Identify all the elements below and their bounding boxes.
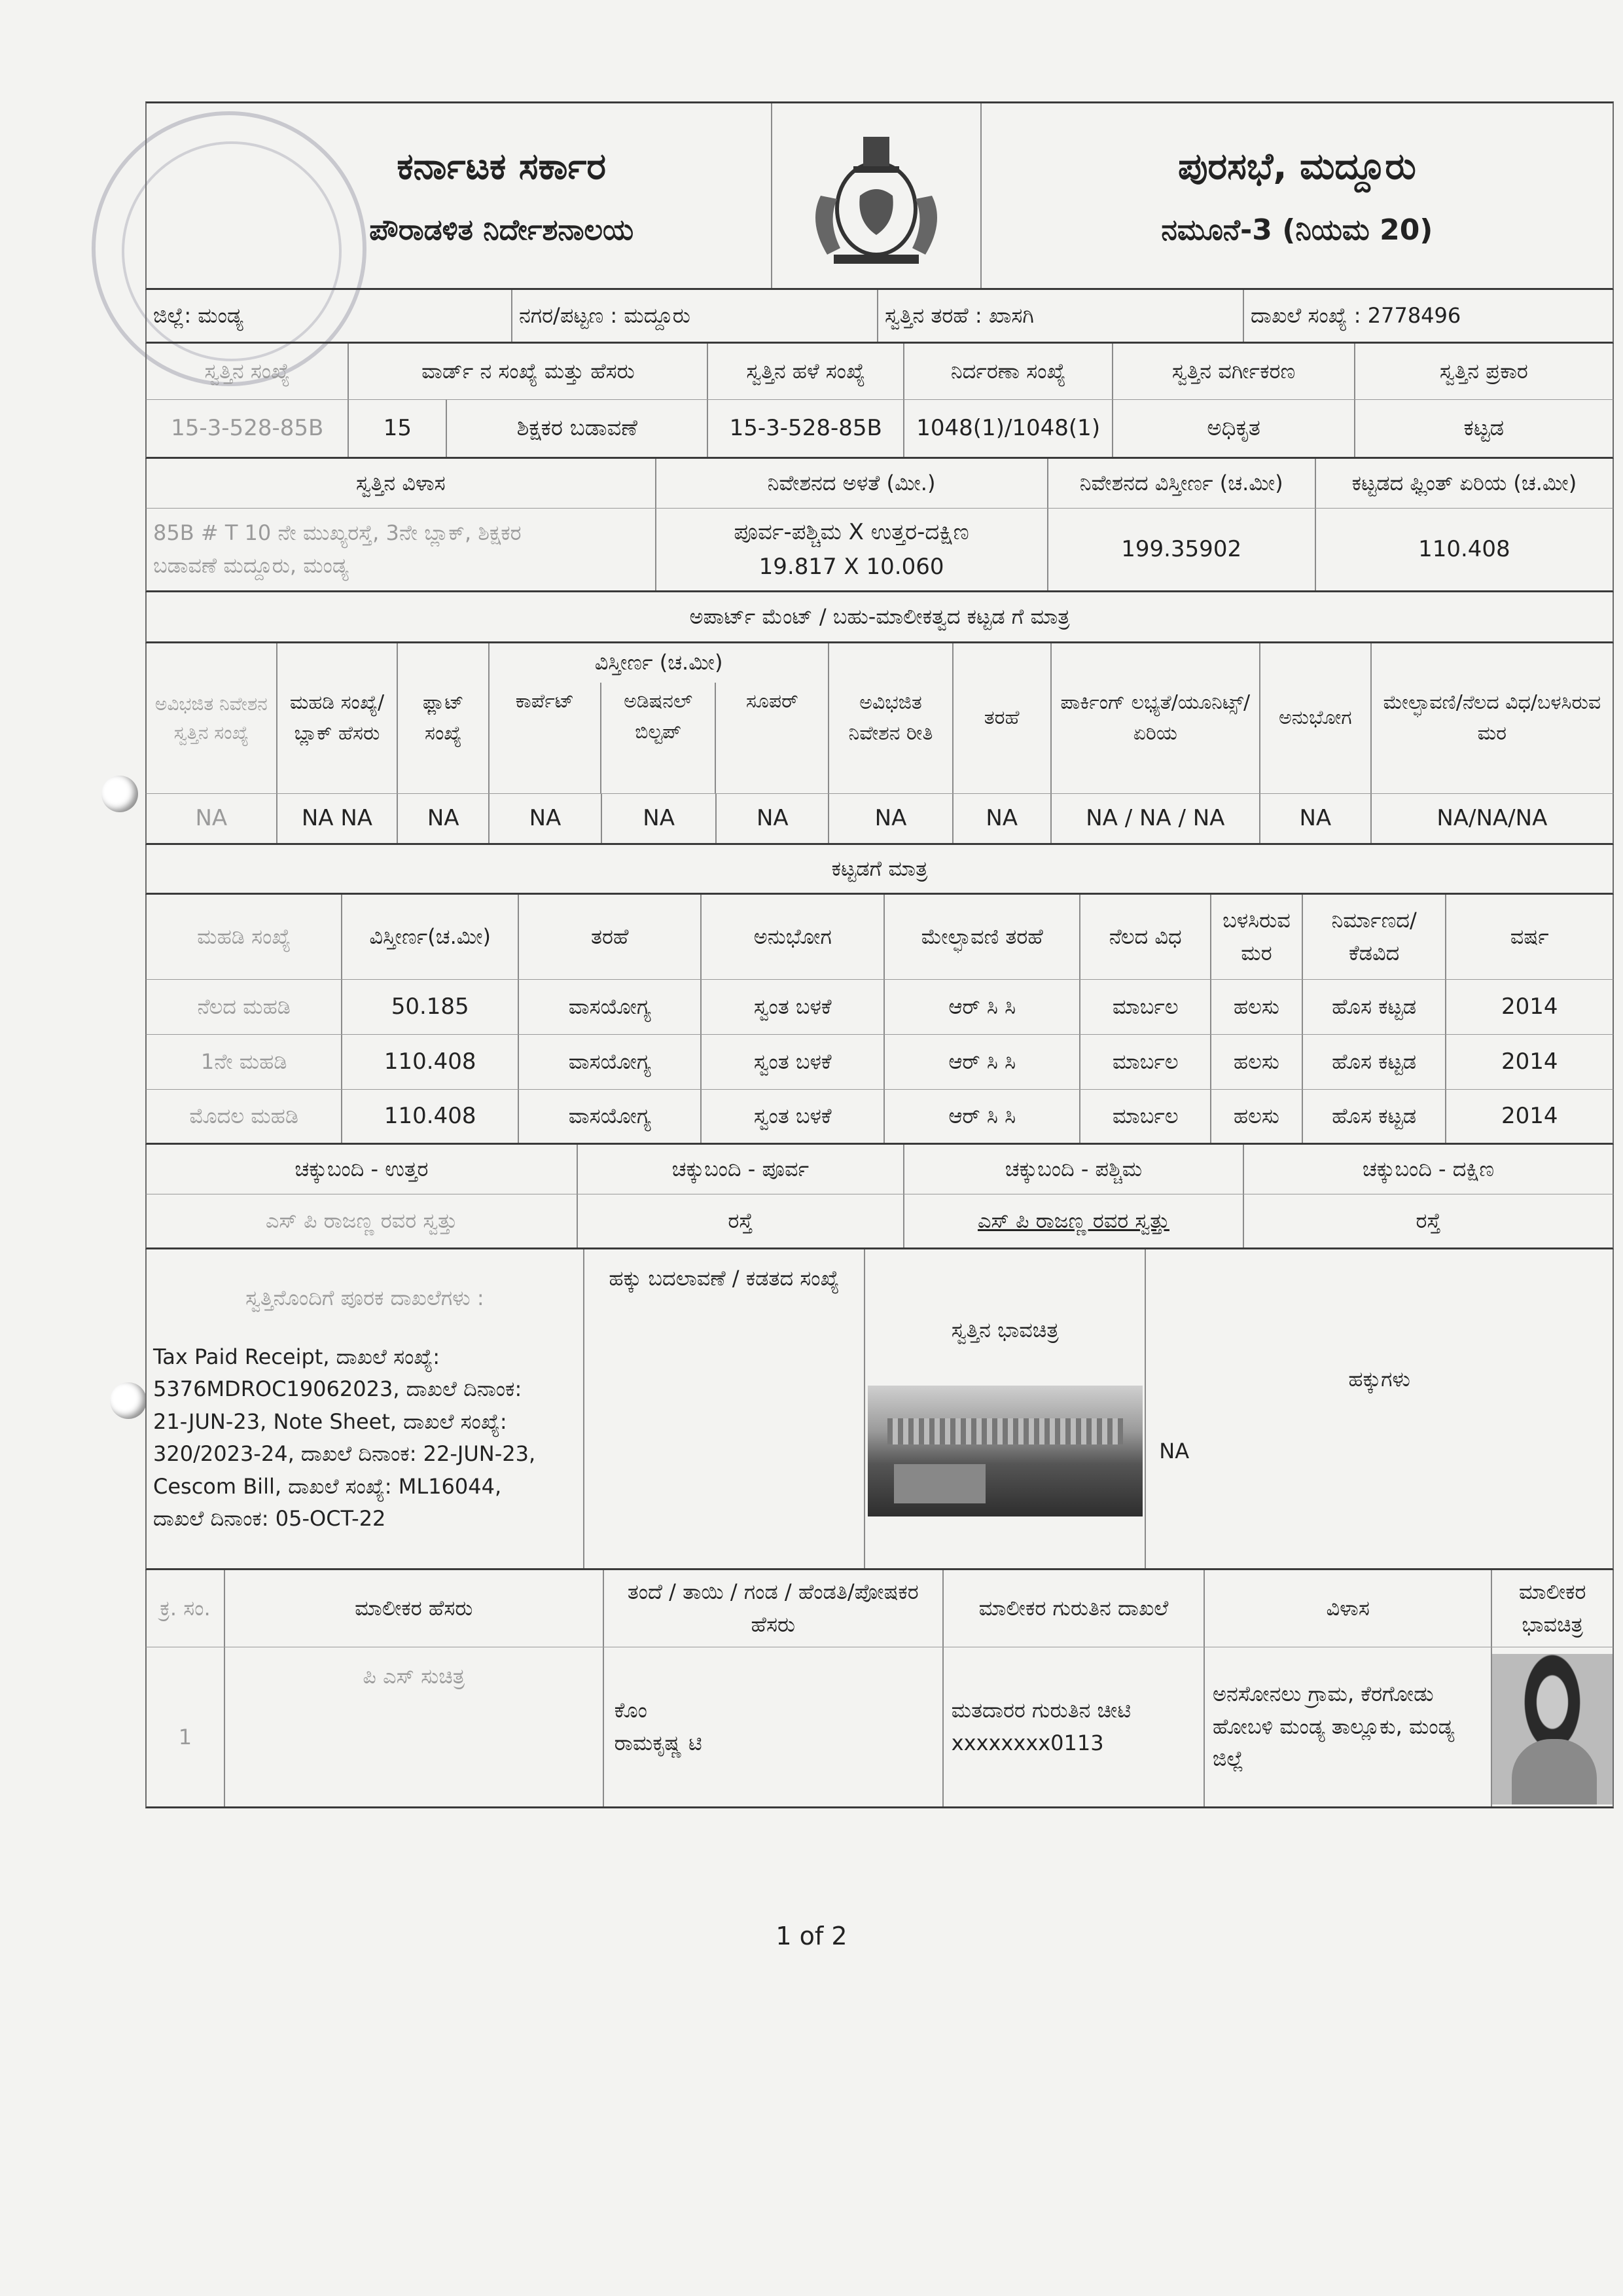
owner-name: ಪಿ ಎಸ್ ಸುಚಿತ್ರ [225, 1647, 604, 1806]
boundary-header-row [145, 1145, 1614, 1194]
property-certificate [145, 101, 1614, 1808]
apartment-value: NA [829, 794, 954, 843]
roof-floor-wood-header: ಮೇಲ್ಛಾವಣಿ/ನೆಲದ ವಿಧ/ಬಳಸಿರುವ ಮರ [1383, 691, 1601, 745]
site-area: 199.35902 [1048, 509, 1316, 590]
year-header: ವರ್ಷ [1510, 924, 1549, 949]
boundary-value-row [145, 1194, 1614, 1249]
floor-area: 110.408 [342, 1090, 519, 1143]
old-number: 15-3-528-85B [708, 400, 904, 457]
plinth-area-header: ಕಟ್ಟಡದ ಫ್ಲಿಂತ್ ಏರಿಯ (ಚ.ಮೀ) [1351, 470, 1577, 495]
floor-kind: ಮಾರ್ಬಲ [1080, 980, 1211, 1034]
classification-header: ಸ್ವತ್ತಿನ ವರ್ಗೀಕರಣ [1113, 344, 1355, 399]
district: ಜಿಲ್ಲೆ: ಮಂಡ್ಯ [147, 290, 512, 342]
floor-name: ಮೊದಲ ಮಹಡಿ [147, 1090, 342, 1143]
owner-address-header: ವಿಳಾಸ [1205, 1570, 1492, 1647]
floor-kind-header: ನೆಲದ ವಿಧ [1080, 895, 1211, 979]
wood-used-header: ಬಳಸಿರುವ ಮರ [1211, 895, 1303, 979]
document-line: Tax Paid Receipt, ದಾಖಲೆ ಸಂಖ್ಯೆ: [153, 1344, 440, 1369]
owner-photo [1492, 1654, 1613, 1804]
apartment-value: NA [147, 794, 277, 843]
area-group-label: ವಿಸ್ತೀರ್ಣ (ಚ.ಮೀ) [594, 650, 723, 675]
boundary-south: ರಸ್ತೆ [1416, 1208, 1441, 1233]
municipality-title: ಪುರಸಭೆ, ಮದ್ದೂರು [1177, 145, 1416, 188]
floor-number-header: ಮಹಡಿ ಸಂಖ್ಯೆ [147, 895, 342, 979]
address-header-row [145, 459, 1614, 509]
property-photo [868, 1386, 1143, 1516]
floor-kind: ಮಾರ್ಬಲ [1080, 1090, 1211, 1143]
super-header: ಸೂಪರ್ [745, 690, 798, 713]
page-number: 1 of 2 [776, 1922, 847, 1950]
supporting-documents [147, 1249, 584, 1568]
document-line: Cescom Bill, ದಾಖಲೆ ಸಂಖ್ಯೆ: ML16044, [153, 1473, 502, 1499]
owner-address-line: ಅನಸೋನಲು ಗ್ರಾಮ, ಕೆರಗೋಡು [1212, 1681, 1434, 1707]
building-section-title: ಕಟ್ಟಡಗೆ ಮಾತ್ರ [831, 855, 928, 881]
floor-usage: ಸ್ವಂತ ಬಳಕೆ [702, 1090, 885, 1143]
owner-id [944, 1647, 1205, 1806]
directorate-title: ಪೌರಾಡಳಿತ ನಿರ್ದೇಶನಾಲಯ [369, 213, 634, 247]
carpet-header: ಕಾರ್ಪೆಟ್ [490, 683, 601, 793]
floor-area: 110.408 [342, 1035, 519, 1089]
site-area-header: ನಿವೇಶನದ ವಿಸ್ತೀರ್ಣ (ಚ.ಮೀ) [1048, 459, 1316, 508]
boundary-south-header: ಚಕ್ಕುಬಂದಿ - ದಕ್ಷಿಣ [1362, 1156, 1495, 1181]
floor-block-header: ಮಹಡಿ ಸಂಖ್ಯೆ/ಬ್ಲಾಕ್ ಹೆಸರು [277, 643, 399, 793]
undivided-method-header: ಅವಿಭಜಿತ ನಿವೇಶನ ರೀತಿ [829, 643, 954, 793]
boundary-east: ರಸ್ತೆ [578, 1194, 904, 1247]
owner-id-number: xxxxxxxx0113 [951, 1730, 1104, 1755]
owner-photo-cell [1492, 1647, 1613, 1806]
dimension-label: ಪೂರ್ವ-ಪಶ್ಚಿಮ X ಉತ್ತರ-ದಕ್ಷಿಣ [734, 518, 969, 545]
roof-type: ಆರ್ ಸಿ ಸಿ [885, 1090, 1080, 1143]
rights-header: ಹಕ್ಕುಗಳು [1348, 1366, 1410, 1391]
state-emblem-icon [794, 117, 958, 274]
document-line: 320/2023-24, ದಾಖಲೆ ದಿನಾಂಕ: 22-JUN-23, [153, 1441, 536, 1467]
address-line: ಬಡಾವಣೆ ಮದ್ದೂರು, ಮಂಡ್ಯ [153, 552, 349, 578]
owner-photo-header: ಮಾಲೀಕರ ಭಾವಚಿತ್ರ [1518, 1579, 1586, 1637]
relation-name: ರಾಮಕೃಷ್ಣ ಟಿ [614, 1730, 702, 1755]
old-number-header: ಸ್ವತ್ತಿನ ಹಳೆ ಸಂಖ್ಯೆ [708, 344, 904, 399]
ward-name: ಶಿಕ್ಷಕರ ಬಡಾವಣೆ [447, 400, 708, 457]
roof-type: ಆರ್ ಸಿ ಸಿ [885, 980, 1080, 1034]
town: ನಗರ/ಪಟ್ಟಣ : ಮದ್ದೂರು [512, 290, 878, 342]
property-photo-cell [865, 1249, 1146, 1568]
rights-value: NA [1159, 1438, 1190, 1463]
parking-header: ಪಾರ್ಕಿಂಗ್ ಲಭ್ಯತೆ/ಯೂನಿಟ್ಸ್/ಏರಿಯ [1052, 643, 1260, 793]
apartment-value: NA NA [277, 794, 399, 843]
document-line: ದಾಖಲೆ ದಿನಾಂಕ: 05-OCT-22 [153, 1506, 386, 1532]
construction-status: ಹೊಸ ಕಟ್ಟಡ [1303, 1090, 1447, 1143]
table-row [145, 1035, 1614, 1090]
classification: ಅಧಿಕೃತ [1113, 400, 1355, 457]
government-title: ಕರ್ನಾಟಕ ಸರ್ಕಾರ [397, 145, 607, 188]
boundary-west-header: ಚಕ್ಕುಬಂದಿ - ಪಶ್ಚಿಮ [904, 1145, 1244, 1194]
construction-status: ಹೊಸ ಕಟ್ಟಡ [1303, 980, 1447, 1034]
boundary-north: ಎಸ್ ಪಿ ರಾಜಣ್ಣ ರವರ ಸ್ವತ್ತು [147, 1194, 578, 1247]
relation-header: ತಂದೆ / ತಾಯಿ / ಗಂಡ / ಹೆಂಡತಿ/ಪೋಷಕರ ಹೆಸರು [604, 1570, 944, 1647]
apartment-value: NA [954, 794, 1052, 843]
boundary-north-header: ಚಕ್ಕುಬಂದಿ - ಉತ್ತರ [147, 1145, 578, 1194]
boundary-west: ಎಸ್ ಪಿ ರಾಜಣ್ಣ ರವರ ಸ್ವತ್ತು [904, 1194, 1244, 1247]
building-header-row [145, 895, 1614, 980]
area-header: ವಿಸ್ತೀರ್ಣ(ಚ.ಮೀ) [342, 895, 519, 979]
property-value-row [145, 400, 1614, 459]
emblem-cell [772, 103, 981, 288]
construction-status: ಹೊಸ ಕಟ್ಟಡ [1303, 1035, 1447, 1089]
additional-builtup-header: ಅಡಿಷನಲ್ ಬಿಲ್ಟಪ್ [601, 683, 717, 793]
apartment-value: NA [717, 794, 829, 843]
building-rows [145, 980, 1614, 1145]
apartment-value-row [145, 794, 1614, 845]
assessment-number: 1048(1)/1048(1) [904, 400, 1113, 457]
owner-serial: 1 [147, 1647, 225, 1806]
floor-type: ವಾಸಯೋಗ್ಯ [519, 980, 702, 1034]
table-row [145, 1090, 1614, 1145]
property-kind-header: ಸ್ವತ್ತಿನ ಪ್ರಕಾರ [1439, 358, 1528, 384]
apartment-value: NA / NA / NA [1052, 794, 1260, 843]
owner-row [145, 1647, 1614, 1808]
owner-header-row [145, 1570, 1614, 1647]
owner-address [1205, 1647, 1492, 1806]
apartment-section-title-row [145, 592, 1614, 643]
boundary-east-header: ಚಕ್ಕುಬಂದಿ - ಪೂರ್ವ [578, 1145, 904, 1194]
floor-name: ನೆಲದ ಮಹಡಿ [147, 980, 342, 1034]
floor-usage: ಸ್ವಂತ ಬಳಕೆ [702, 1035, 885, 1089]
plinth-area: 110.408 [1418, 536, 1510, 563]
property-header-row [145, 344, 1614, 400]
address-header: ಸ್ವತ್ತಿನ ವಿಳಾಸ [147, 459, 656, 508]
owner-relation [604, 1647, 944, 1806]
document-header [145, 101, 1614, 290]
wood-used: ಹಲಸು [1211, 1090, 1303, 1143]
assessment-number-header: ನಿರ್ದರಣಾ ಸಂಖ್ಯೆ [904, 344, 1113, 399]
undivided-property-number-header: ಅವಿಭಜಿತ ನಿವೇಶನ ಸ್ವತ್ತಿನ ಸಂಖ್ಯೆ [147, 643, 277, 793]
owner-address-line: ಜಿಲ್ಲೆ [1212, 1746, 1244, 1772]
government-block [147, 103, 772, 288]
apartment-value: NA [602, 794, 717, 843]
floor-type: ವಾಸಯೋಗ್ಯ [519, 1035, 702, 1089]
info-row [145, 290, 1614, 344]
record-number: ದಾಖಲೆ ಸಂಖ್ಯೆ : 2778496 [1251, 302, 1461, 328]
roof-type: ಆರ್ ಸಿ ಸಿ [885, 1035, 1080, 1089]
document-line: 21-JUN-23, Note Sheet, ದಾಖಲೆ ಸಂಖ್ಯೆ: [153, 1408, 507, 1434]
mutation-file-number-header: ಹಕ್ಕು ಬದಲಾವಣೆ / ಕಡತದ ಸಂಖ್ಯೆ [584, 1249, 865, 1568]
address-line: 85B # T 10 ನೇ ಮುಖ್ಯರಸ್ತೆ, 3ನೇ ಬ್ಲಾಕ್, ಶಿಕ್ಷಕರ [153, 520, 522, 545]
floor-area: 50.185 [342, 980, 519, 1034]
site-dimensions [656, 509, 1048, 590]
year: 2014 [1501, 1103, 1558, 1130]
roof-type-header: ಮೇಲ್ಛಾವಣಿ ತರಹೆ [885, 895, 1080, 979]
year: 2014 [1501, 1049, 1558, 1075]
property-photo-header: ಸ್ವತ್ತಿನ ಭಾವಚಿತ್ರ [951, 1317, 1059, 1342]
form-number: ನಮೂನೆ-3 (ನಿಯಮ 20) [1161, 213, 1433, 247]
property-kind: ಕಟ್ಟಡ [1463, 415, 1505, 442]
type-header: ತರಹೆ [519, 895, 702, 979]
construction-header: ನಿರ್ಮಾಣದ/ ಕೆಡವಿದ [1303, 895, 1447, 979]
document-line: 5376MDROC19062023, ದಾಖಲೆ ದಿನಾಂಕ: [153, 1376, 522, 1402]
property-number: 15-3-528-85B [147, 400, 349, 457]
owner-id-type: ಮತದಾರರ ಗುರುತಿನ ಚೀಟಿ [951, 1697, 1132, 1723]
owner-id-header: ಮಾಲೀಕರ ಗುರುತಿನ ದಾಖಲೆ [944, 1570, 1205, 1647]
wood-used: ಹಲಸು [1211, 980, 1303, 1034]
building-section-title-row [145, 845, 1614, 895]
year: 2014 [1501, 994, 1558, 1020]
documents-row [145, 1249, 1614, 1570]
punch-hole [110, 1382, 147, 1419]
punch-hole [101, 776, 138, 812]
ward-number: 15 [349, 400, 447, 457]
supporting-documents-header: ಸ್ವತ್ತಿನೊಂದಿಗೆ ಪೂರಕ ದಾಖಲೆಗಳು : [245, 1285, 484, 1310]
area-group [490, 643, 829, 793]
floor-usage: ಸ್ವಂತ ಬಳಕೆ [702, 980, 885, 1034]
municipality-block [982, 103, 1613, 288]
floor-type: ವಾಸಯೋಗ್ಯ [519, 1090, 702, 1143]
usage-header: ಅನುಭೋಗ [702, 895, 885, 979]
apartment-section-title: ಅಪಾರ್ಟ್ ಮೆಂಟ್ / ಬಹು-ಮಾಲೀಕತ್ವದ ಕಟ್ಟಡ ಗೆ ಮಾತ್ರ [689, 603, 1070, 629]
dimension-value: 19.817 X 10.060 [758, 553, 944, 580]
serial-header: ಕ್ರ. ಸಂ. [147, 1570, 225, 1647]
type-header: ತರಹೆ [954, 643, 1052, 793]
flat-number-header: ಫ್ಲಾಟ್ ಸಂಖ್ಯೆ [398, 643, 490, 793]
apartment-value: NA/NA/NA [1436, 805, 1548, 832]
apartment-value: NA [398, 794, 490, 843]
table-row [145, 980, 1614, 1035]
apartment-header-row [145, 643, 1614, 794]
wood-used: ಹಲಸು [1211, 1035, 1303, 1089]
usage-header: ಅನುಭೋಗ [1260, 643, 1372, 793]
apartment-value: NA [490, 794, 602, 843]
address-value-row [145, 509, 1614, 592]
owner-address-line: ಹೋಬಳಿ ಮಂಡ್ಯ ತಾಲ್ಲೂಕು, ಮಂಡ್ಯ [1212, 1713, 1455, 1739]
rights-cell [1146, 1249, 1613, 1568]
property-number-header: ಸ್ವತ್ತಿನ ಸಂಖ್ಯೆ [147, 344, 349, 399]
owner-name-header: ಮಾಲೀಕರ ಹೆಸರು [225, 1570, 604, 1647]
property-address [147, 509, 656, 590]
apartment-value: NA [1260, 794, 1372, 843]
property-type: ಸ್ವತ್ತಿನ ತರಹೆ : ಖಾಸಗಿ [878, 290, 1244, 342]
relation-label: ಕೊಂ [614, 1697, 647, 1723]
ward-header: ವಾರ್ಡ್ ನ ಸಂಖ್ಯೆ ಮತ್ತು ಹೆಸರು [349, 344, 708, 399]
dimension-header: ನಿವೇಶನದ ಅಳತೆ (ಮೀ.) [656, 459, 1048, 508]
floor-name: 1ನೇ ಮಹಡಿ [147, 1035, 342, 1089]
floor-kind: ಮಾರ್ಬಲ [1080, 1035, 1211, 1089]
